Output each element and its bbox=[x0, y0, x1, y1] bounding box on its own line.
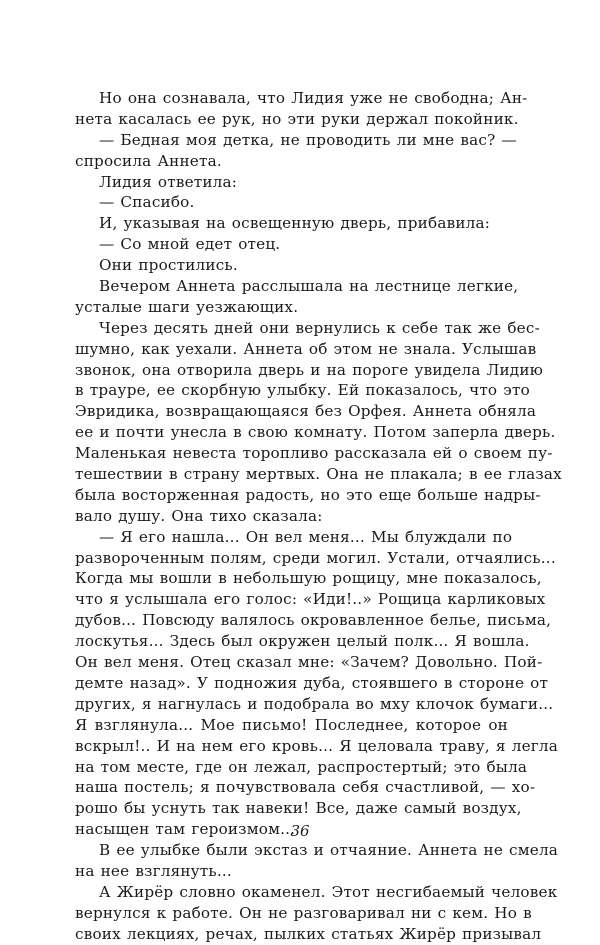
text-line: — Со мной едет отец. bbox=[99, 235, 281, 254]
text-line: — Я его нашла... Он вел меня... Мы блуждали по bbox=[99, 527, 513, 546]
page-number: 36 bbox=[290, 822, 310, 840]
text-line: Я взглянула... Мое письмо! Последнее, которое он bbox=[75, 715, 508, 734]
text-line: — Спасибо. bbox=[99, 193, 195, 212]
text-line: насыщен там героизмом... bbox=[75, 820, 296, 839]
text-line: дубов... Повсюду валялось окровавленное белье, письма, bbox=[75, 611, 552, 630]
text-line: была восторженная радость, но это еще больше надры- bbox=[75, 485, 541, 504]
text-line: В ее улыбке были экстаз и отчаяние. Аннета не смела bbox=[99, 841, 559, 860]
text-line: Эвридика, возвращающаяся без Орфея. Аннета обняла bbox=[75, 402, 537, 421]
text-line: вскрыл!.. И на нем его кровь... Я целовала траву, я легла bbox=[75, 736, 559, 755]
text-line: развороченным полям, среди могил. Устали, отчаялись... bbox=[75, 548, 556, 567]
text-line: звонок, она отворила дверь и на пороге увидела Лидию bbox=[75, 360, 544, 379]
text-line: вернулся к работе. Он не разговаривал ни с кем. Но в bbox=[75, 903, 532, 922]
text-line: других, я нагнулась и подобрала во мху клочок бумаги... bbox=[75, 694, 554, 713]
text-line: Но она сознавала, что Лидия уже не свободна; Ан- bbox=[99, 89, 528, 107]
text-line: нета касалась ее рук, но эти руки держал покойник. bbox=[75, 109, 519, 128]
text-line: — Бедная моя детка, не проводить ли мне вас? — bbox=[99, 130, 517, 149]
text-line: Он вел меня. Отец сказал мне: «Зачем? Довольно. Пой- bbox=[75, 653, 543, 672]
text-line: А Жирёр словно окаменел. Этот несгибаемый человек bbox=[99, 882, 558, 901]
text-line: демте назад». У подножия дуба, стоявшего в стороне от bbox=[75, 673, 549, 692]
text-line: своих лекциях, речах, пылких статьях Жирёр призывал bbox=[75, 924, 542, 943]
text-line: Когда мы вошли в небольшую рощицу, мне показалось, bbox=[75, 569, 542, 588]
text-line: на нее взглянуть... bbox=[75, 861, 232, 880]
text-line: вало душу. Она тихо сказала: bbox=[75, 506, 323, 525]
text-line: И, указывая на освещенную дверь, прибавила: bbox=[99, 214, 491, 233]
text-line: Маленькая невеста торопливо рассказала ей о своем пу- bbox=[75, 444, 553, 463]
text-line: ее и почти унесла в свою комнату. Потом заперла дверь. bbox=[75, 423, 556, 442]
text-line: в трауре, ее скорбную улыбку. Ей показалось, что это bbox=[75, 381, 530, 400]
text-line: шумно, как уехали. Аннета об этом не знала. Услышав bbox=[75, 339, 537, 358]
text-line: что я услышала его голос: «Иди!..» Рощица карликовых bbox=[75, 590, 546, 609]
text-line: лоскутья... Здесь был окружен целый полк... Я вошла. bbox=[75, 632, 530, 651]
text-line: на том месте, где он лежал, распростертый; это была bbox=[75, 757, 528, 776]
text-line: усталые шаги уезжающих. bbox=[75, 297, 299, 316]
text-line: рошо бы уснуть так навеки! Все, даже самый воздух, bbox=[75, 799, 522, 818]
text-line: Они простились. bbox=[99, 256, 238, 275]
text-line: тешествии в страну мертвых. Она не плакала; в ее глазах bbox=[75, 465, 562, 484]
text-line: Лидия ответила: bbox=[99, 172, 238, 191]
text-line: спросила Аннета. bbox=[75, 151, 222, 170]
text-line: Через десять дней они вернулись к себе так же бес- bbox=[99, 318, 540, 337]
text-line: наша постель; я почувствовала себя счастливой, — хо- bbox=[75, 778, 536, 797]
book-page-text bbox=[75, 88, 562, 945]
text-line: Вечером Аннета расслышала на лестнице легкие, bbox=[99, 277, 519, 296]
